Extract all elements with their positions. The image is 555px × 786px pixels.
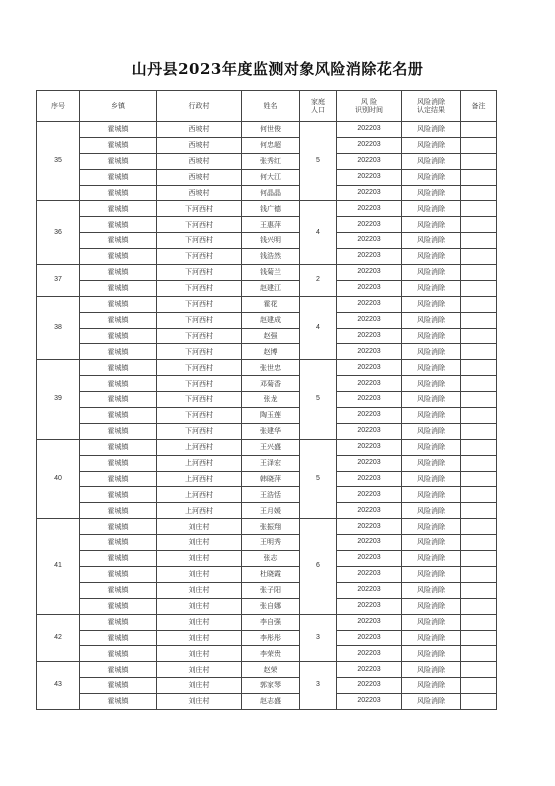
town-cell: 霍城镇 [80, 503, 157, 519]
table-row [37, 614, 497, 630]
village-cell: 上河西村 [157, 471, 242, 487]
table-row [37, 408, 497, 424]
remark-cell [461, 265, 497, 281]
name-cell: 张建华 [242, 423, 300, 439]
table-row [37, 566, 497, 582]
risk-result-cell: 风险消除 [402, 169, 461, 185]
table-row [37, 265, 497, 281]
name-cell: 赵博 [242, 344, 300, 360]
village-cell: 下河西村 [157, 328, 242, 344]
village-cell: 西坡村 [157, 122, 242, 138]
remark-cell [461, 598, 497, 614]
risk-result-cell: 风险消除 [402, 423, 461, 439]
header-village: 行政村 [157, 91, 242, 122]
village-cell: 刘庄村 [157, 678, 242, 694]
table-row [37, 122, 497, 138]
name-cell: 钱菊兰 [242, 265, 300, 281]
risk-result-cell: 风险消除 [402, 582, 461, 598]
village-cell: 下河西村 [157, 217, 242, 233]
document-title: 山丹县2023年度监测对象风险消除花名册 [131, 60, 424, 78]
remark-cell [461, 646, 497, 662]
town-cell: 霍城镇 [80, 678, 157, 694]
table-row [37, 233, 497, 249]
table-row [37, 344, 497, 360]
town-cell: 霍城镇 [80, 185, 157, 201]
roster-table [36, 90, 497, 710]
village-cell: 上河西村 [157, 439, 242, 455]
group-seq-cell: 41 [37, 519, 80, 614]
remark-cell [461, 551, 497, 567]
risk-time-cell: 202203 [337, 551, 402, 567]
header-risk-result [402, 91, 461, 122]
village-cell: 下河西村 [157, 312, 242, 328]
village-cell: 刘庄村 [157, 551, 242, 567]
table-row [37, 249, 497, 265]
name-cell: 何大江 [242, 169, 300, 185]
town-cell: 霍城镇 [80, 471, 157, 487]
table-row [37, 598, 497, 614]
risk-time-cell: 202203 [337, 535, 402, 551]
remark-cell [461, 408, 497, 424]
table-row [37, 662, 497, 678]
remark-cell [461, 503, 497, 519]
remark-cell [461, 566, 497, 582]
name-cell: 钱浩然 [242, 249, 300, 265]
risk-time-cell: 202203 [337, 233, 402, 249]
risk-result-cell: 风险消除 [402, 344, 461, 360]
table-row [37, 137, 497, 153]
risk-result-cell: 风险消除 [402, 551, 461, 567]
risk-time-cell: 202203 [337, 296, 402, 312]
name-cell: 邓菊香 [242, 376, 300, 392]
remark-cell [461, 360, 497, 376]
risk-result-cell: 风险消除 [402, 678, 461, 694]
risk-result-cell: 风险消除 [402, 455, 461, 471]
remark-cell [461, 344, 497, 360]
name-cell: 李彤彤 [242, 630, 300, 646]
remark-cell [461, 233, 497, 249]
name-cell: 何世俊 [242, 122, 300, 138]
town-cell: 霍城镇 [80, 201, 157, 217]
table-row [37, 678, 497, 694]
risk-time-cell: 202203 [337, 614, 402, 630]
name-cell: 何忠超 [242, 137, 300, 153]
remark-cell [461, 614, 497, 630]
risk-result-cell: 风险消除 [402, 566, 461, 582]
name-cell: 张子阳 [242, 582, 300, 598]
remark-cell [461, 122, 497, 138]
town-cell: 霍城镇 [80, 646, 157, 662]
town-cell: 霍城镇 [80, 122, 157, 138]
remark-cell [461, 471, 497, 487]
risk-result-cell: 风险消除 [402, 296, 461, 312]
risk-result-cell: 风险消除 [402, 630, 461, 646]
village-cell: 刘庄村 [157, 694, 242, 710]
town-cell: 霍城镇 [80, 360, 157, 376]
household-size-cell: 5 [300, 360, 337, 439]
remark-cell [461, 487, 497, 503]
town-cell: 霍城镇 [80, 312, 157, 328]
name-cell: 郭家琴 [242, 678, 300, 694]
name-cell: 李荣贵 [242, 646, 300, 662]
village-cell: 下河西村 [157, 392, 242, 408]
risk-result-cell: 风险消除 [402, 439, 461, 455]
table-row [37, 535, 497, 551]
risk-time-cell: 202203 [337, 360, 402, 376]
table-row [37, 487, 497, 503]
table-body [37, 122, 497, 710]
name-cell: 钱广德 [242, 201, 300, 217]
village-cell: 下河西村 [157, 233, 242, 249]
header-risk-time-line1: 风 险 [360, 97, 378, 106]
risk-time-cell: 202203 [337, 122, 402, 138]
town-cell: 霍城镇 [80, 153, 157, 169]
town-cell: 霍城镇 [80, 376, 157, 392]
table-row [37, 471, 497, 487]
village-cell: 刘庄村 [157, 519, 242, 535]
name-cell: 钱兴明 [242, 233, 300, 249]
name-cell: 赵建江 [242, 280, 300, 296]
risk-result-cell: 风险消除 [402, 535, 461, 551]
town-cell: 霍城镇 [80, 455, 157, 471]
town-cell: 霍城镇 [80, 408, 157, 424]
household-size-cell: 3 [300, 614, 337, 662]
town-cell: 霍城镇 [80, 296, 157, 312]
risk-time-cell: 202203 [337, 185, 402, 201]
table-row [37, 312, 497, 328]
remark-cell [461, 519, 497, 535]
header-remark: 备注 [461, 91, 497, 122]
village-cell: 西坡村 [157, 185, 242, 201]
name-cell: 王惠萍 [242, 217, 300, 233]
risk-result-cell: 风险消除 [402, 487, 461, 503]
risk-time-cell: 202203 [337, 344, 402, 360]
village-cell: 下河西村 [157, 296, 242, 312]
village-cell: 下河西村 [157, 344, 242, 360]
risk-time-cell: 202203 [337, 265, 402, 281]
household-size-cell: 5 [300, 122, 337, 201]
risk-time-cell: 202203 [337, 249, 402, 265]
name-cell: 张自娜 [242, 598, 300, 614]
remark-cell [461, 137, 497, 153]
village-cell: 上河西村 [157, 455, 242, 471]
risk-time-cell: 202203 [337, 312, 402, 328]
risk-result-cell: 风险消除 [402, 519, 461, 535]
town-cell: 霍城镇 [80, 535, 157, 551]
risk-time-cell: 202203 [337, 423, 402, 439]
village-cell: 下河西村 [157, 201, 242, 217]
remark-cell [461, 678, 497, 694]
risk-time-cell: 202203 [337, 392, 402, 408]
name-cell: 张秀红 [242, 153, 300, 169]
risk-result-cell: 风险消除 [402, 265, 461, 281]
village-cell: 刘庄村 [157, 630, 242, 646]
risk-result-cell: 风险消除 [402, 598, 461, 614]
name-cell: 赵荣 [242, 662, 300, 678]
risk-result-cell: 风险消除 [402, 360, 461, 376]
remark-cell [461, 455, 497, 471]
risk-result-cell: 风险消除 [402, 408, 461, 424]
group-seq-cell: 36 [37, 201, 80, 265]
village-cell: 下河西村 [157, 265, 242, 281]
risk-result-cell: 风险消除 [402, 233, 461, 249]
remark-cell [461, 249, 497, 265]
table-row [37, 694, 497, 710]
risk-result-cell: 风险消除 [402, 249, 461, 265]
remark-cell [461, 185, 497, 201]
header-seq: 序号 [37, 91, 80, 122]
town-cell: 霍城镇 [80, 614, 157, 630]
risk-result-cell: 风险消除 [402, 503, 461, 519]
village-cell: 下河西村 [157, 280, 242, 296]
town-cell: 霍城镇 [80, 280, 157, 296]
group-seq-cell: 43 [37, 662, 80, 710]
name-cell: 王浩恬 [242, 487, 300, 503]
name-cell: 王兴盛 [242, 439, 300, 455]
name-cell: 韩晓萍 [242, 471, 300, 487]
group-seq-cell: 39 [37, 360, 80, 439]
town-cell: 霍城镇 [80, 519, 157, 535]
town-cell: 霍城镇 [80, 566, 157, 582]
risk-result-cell: 风险消除 [402, 185, 461, 201]
table-row [37, 551, 497, 567]
household-size-cell: 5 [300, 439, 337, 518]
village-cell: 刘庄村 [157, 535, 242, 551]
village-cell: 下河西村 [157, 376, 242, 392]
remark-cell [461, 535, 497, 551]
header-risk-time-line2: 识别时间 [355, 106, 383, 114]
table-row [37, 328, 497, 344]
table-row [37, 280, 497, 296]
name-cell: 陶玉莲 [242, 408, 300, 424]
risk-result-cell: 风险消除 [402, 662, 461, 678]
village-cell: 下河西村 [157, 249, 242, 265]
header-name: 姓名 [242, 91, 300, 122]
remark-cell [461, 280, 497, 296]
remark-cell [461, 694, 497, 710]
remark-cell [461, 312, 497, 328]
table-row [37, 217, 497, 233]
town-cell: 霍城镇 [80, 344, 157, 360]
risk-result-cell: 风险消除 [402, 328, 461, 344]
risk-time-cell: 202203 [337, 582, 402, 598]
risk-time-cell: 202203 [337, 678, 402, 694]
table-row [37, 423, 497, 439]
risk-time-cell: 202203 [337, 471, 402, 487]
table-row [37, 503, 497, 519]
remark-cell [461, 296, 497, 312]
village-cell: 西坡村 [157, 153, 242, 169]
table-row [37, 169, 497, 185]
town-cell: 霍城镇 [80, 249, 157, 265]
town-cell: 霍城镇 [80, 487, 157, 503]
table-row [37, 153, 497, 169]
household-size-cell: 4 [300, 296, 337, 360]
risk-time-cell: 202203 [337, 598, 402, 614]
name-cell: 张志 [242, 551, 300, 567]
town-cell: 霍城镇 [80, 137, 157, 153]
remark-cell [461, 328, 497, 344]
risk-time-cell: 202203 [337, 630, 402, 646]
risk-time-cell: 202203 [337, 169, 402, 185]
risk-time-cell: 202203 [337, 503, 402, 519]
table-row [37, 582, 497, 598]
remark-cell [461, 201, 497, 217]
risk-time-cell: 202203 [337, 662, 402, 678]
risk-time-cell: 202203 [337, 153, 402, 169]
group-seq-cell: 37 [37, 265, 80, 297]
town-cell: 霍城镇 [80, 630, 157, 646]
risk-result-cell: 风险消除 [402, 646, 461, 662]
header-risk-time [337, 91, 402, 122]
town-cell: 霍城镇 [80, 582, 157, 598]
risk-time-cell: 202203 [337, 694, 402, 710]
remark-cell [461, 630, 497, 646]
town-cell: 霍城镇 [80, 439, 157, 455]
header-risk-result-line1: 风险消除 [417, 97, 445, 106]
risk-result-cell: 风险消除 [402, 312, 461, 328]
table-row [37, 519, 497, 535]
group-seq-cell: 40 [37, 439, 80, 518]
remark-cell [461, 376, 497, 392]
village-cell: 刘庄村 [157, 598, 242, 614]
town-cell: 霍城镇 [80, 694, 157, 710]
header-household-line2: 人口 [311, 106, 325, 114]
village-cell: 西坡村 [157, 169, 242, 185]
town-cell: 霍城镇 [80, 662, 157, 678]
risk-time-cell: 202203 [337, 519, 402, 535]
name-cell: 霍花 [242, 296, 300, 312]
risk-time-cell: 202203 [337, 217, 402, 233]
risk-time-cell: 202203 [337, 280, 402, 296]
household-size-cell: 3 [300, 662, 337, 710]
table-row [37, 376, 497, 392]
group-seq-cell: 38 [37, 296, 80, 360]
village-cell: 下河西村 [157, 360, 242, 376]
risk-result-cell: 风险消除 [402, 137, 461, 153]
remark-cell [461, 439, 497, 455]
remark-cell [461, 582, 497, 598]
village-cell: 刘庄村 [157, 614, 242, 630]
remark-cell [461, 392, 497, 408]
name-cell: 赵志盛 [242, 694, 300, 710]
risk-result-cell: 风险消除 [402, 376, 461, 392]
town-cell: 霍城镇 [80, 328, 157, 344]
village-cell: 刘庄村 [157, 582, 242, 598]
town-cell: 霍城镇 [80, 392, 157, 408]
table-row [37, 201, 497, 217]
town-cell: 霍城镇 [80, 551, 157, 567]
remark-cell [461, 169, 497, 185]
town-cell: 霍城镇 [80, 169, 157, 185]
name-cell: 王月媛 [242, 503, 300, 519]
risk-time-cell: 202203 [337, 487, 402, 503]
risk-result-cell: 风险消除 [402, 122, 461, 138]
table-row [37, 185, 497, 201]
household-size-cell: 4 [300, 201, 337, 265]
household-size-cell: 2 [300, 265, 337, 297]
risk-result-cell: 风险消除 [402, 471, 461, 487]
name-cell: 张世忠 [242, 360, 300, 376]
town-cell: 霍城镇 [80, 217, 157, 233]
risk-time-cell: 202203 [337, 137, 402, 153]
remark-cell [461, 153, 497, 169]
name-cell: 王泽宏 [242, 455, 300, 471]
header-row [37, 91, 497, 122]
table-row [37, 392, 497, 408]
name-cell: 李自强 [242, 614, 300, 630]
village-cell: 上河西村 [157, 503, 242, 519]
risk-result-cell: 风险消除 [402, 153, 461, 169]
name-cell: 王明秀 [242, 535, 300, 551]
village-cell: 刘庄村 [157, 646, 242, 662]
name-cell: 张振翔 [242, 519, 300, 535]
risk-result-cell: 风险消除 [402, 280, 461, 296]
risk-result-cell: 风险消除 [402, 392, 461, 408]
risk-time-cell: 202203 [337, 328, 402, 344]
village-cell: 下河西村 [157, 423, 242, 439]
town-cell: 霍城镇 [80, 265, 157, 281]
risk-result-cell: 风险消除 [402, 614, 461, 630]
header-household [300, 91, 337, 122]
table-row [37, 360, 497, 376]
table-row [37, 630, 497, 646]
name-cell: 赵强 [242, 328, 300, 344]
remark-cell [461, 662, 497, 678]
risk-result-cell: 风险消除 [402, 217, 461, 233]
risk-time-cell: 202203 [337, 201, 402, 217]
table-header [37, 91, 497, 122]
town-cell: 霍城镇 [80, 233, 157, 249]
risk-result-cell: 风险消除 [402, 694, 461, 710]
remark-cell [461, 217, 497, 233]
table-row [37, 646, 497, 662]
risk-time-cell: 202203 [337, 408, 402, 424]
name-cell: 张龙 [242, 392, 300, 408]
name-cell: 杜晓霞 [242, 566, 300, 582]
table-row [37, 455, 497, 471]
header-town: 乡镇 [80, 91, 157, 122]
town-cell: 霍城镇 [80, 423, 157, 439]
risk-result-cell: 风险消除 [402, 201, 461, 217]
village-cell: 刘庄村 [157, 566, 242, 582]
group-seq-cell: 35 [37, 122, 80, 201]
risk-time-cell: 202203 [337, 566, 402, 582]
risk-time-cell: 202203 [337, 455, 402, 471]
remark-cell [461, 423, 497, 439]
header-household-line1: 家庭 [311, 97, 325, 106]
table-row [37, 296, 497, 312]
group-seq-cell: 42 [37, 614, 80, 662]
risk-time-cell: 202203 [337, 646, 402, 662]
name-cell: 何晶晶 [242, 185, 300, 201]
town-cell: 霍城镇 [80, 598, 157, 614]
village-cell: 下河西村 [157, 408, 242, 424]
risk-time-cell: 202203 [337, 439, 402, 455]
header-risk-result-line2: 认定结果 [417, 106, 445, 114]
household-size-cell: 6 [300, 519, 337, 614]
table-row [37, 439, 497, 455]
village-cell: 西坡村 [157, 137, 242, 153]
risk-time-cell: 202203 [337, 376, 402, 392]
village-cell: 刘庄村 [157, 662, 242, 678]
village-cell: 上河西村 [157, 487, 242, 503]
name-cell: 赵建成 [242, 312, 300, 328]
